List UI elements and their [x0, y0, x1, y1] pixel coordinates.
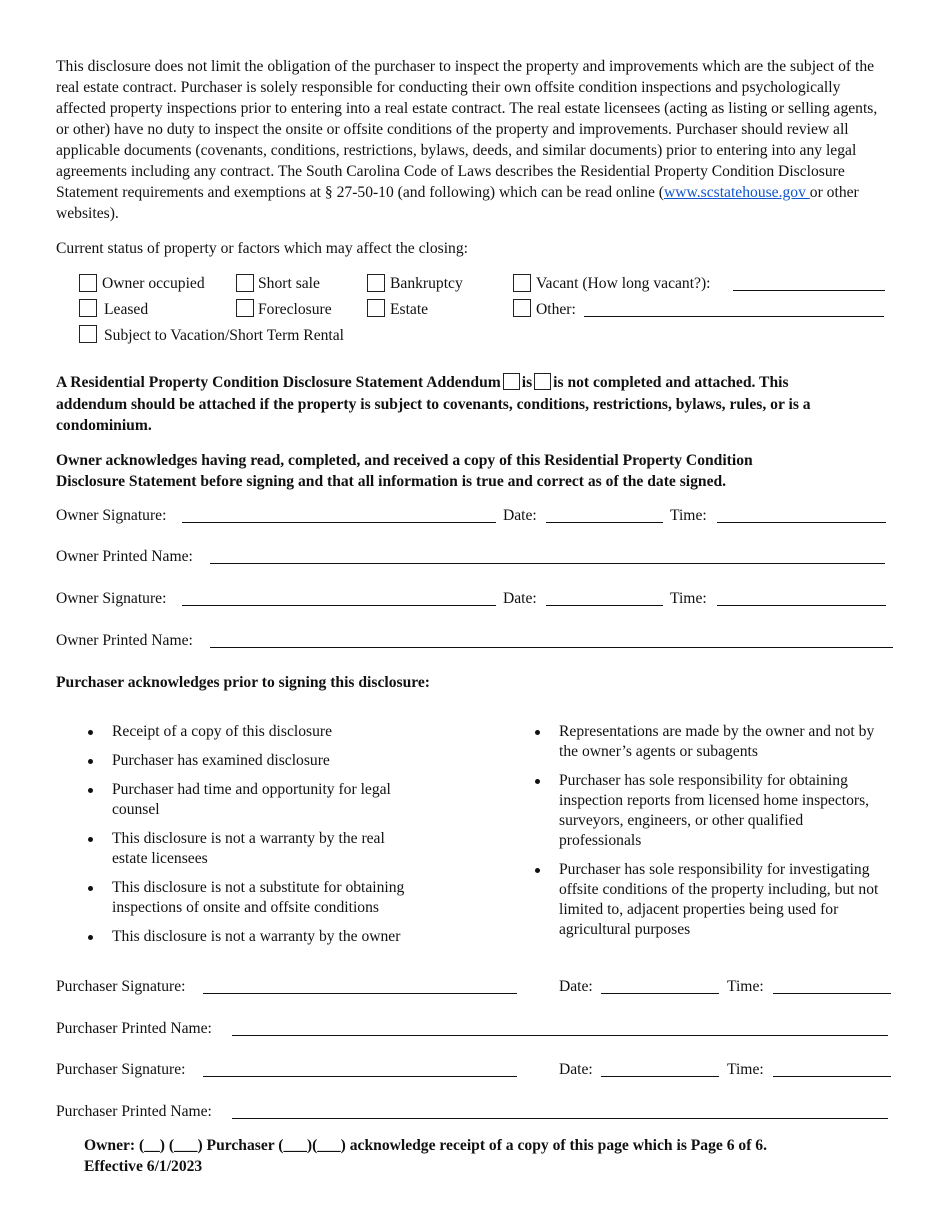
purchaser-signature-label-2: Purchaser Signature:	[56, 1061, 186, 1078]
list-item: This disclosure is not a warranty by the real estate licensees	[56, 829, 422, 869]
short-sale-checkbox[interactable]	[236, 274, 254, 292]
owner-printed-name-field-2[interactable]	[210, 647, 893, 648]
owner-occupied-checkbox[interactable]	[79, 274, 97, 292]
leased-checkbox[interactable]	[79, 299, 97, 317]
purchaser-ack-heading: Purchaser acknowledges prior to signing this disclosure:	[56, 674, 430, 691]
purchaser-time-label-1: Time:	[727, 978, 764, 995]
owner-printed-name-label-1: Owner Printed Name:	[56, 548, 193, 565]
owner-signature-label-2: Owner Signature:	[56, 590, 167, 607]
list-item: Purchaser has examined disclosure	[56, 751, 456, 771]
owner-date-field-1[interactable]	[546, 522, 663, 523]
intro-paragraph	[56, 56, 894, 224]
purchaser-signature-field-1[interactable]	[203, 993, 517, 994]
purchaser-ack-right-list	[503, 722, 903, 949]
estate-label: Estate	[390, 301, 429, 318]
vacant-duration-field[interactable]	[733, 290, 885, 291]
owner-time-field-2[interactable]	[717, 605, 886, 606]
purchaser-date-field-1[interactable]	[601, 993, 719, 994]
purchaser-printed-name-label-2: Purchaser Printed Name:	[56, 1103, 212, 1120]
scstatehouse-link[interactable]: www.scstatehouse.gov	[663, 184, 810, 201]
status-heading: Current status of property or factors which may affect the closing:	[56, 240, 468, 257]
owner-signature-label-1: Owner Signature:	[56, 507, 167, 524]
list-item: Purchaser has sole responsibility for investigating offsite conditions of the property including, but not limited to, adjacent properties being used for agricultural purposes	[503, 860, 897, 940]
purchaser-printed-name-label-1: Purchaser Printed Name:	[56, 1020, 212, 1037]
addendum-prefix: A Residential Property Condition Disclosure Statement Addendum	[56, 374, 501, 391]
purchaser-date-label-2: Date:	[559, 1061, 593, 1078]
purchaser-time-field-2[interactable]	[773, 1076, 891, 1077]
leased-label: Leased	[104, 301, 149, 318]
foreclosure-checkbox[interactable]	[236, 299, 254, 317]
bankruptcy-checkbox[interactable]	[367, 274, 385, 292]
vacant-label: Vacant (How long vacant?):	[536, 275, 711, 292]
purchaser-date-field-2[interactable]	[601, 1076, 719, 1077]
owner-date-label-2: Date:	[503, 590, 537, 607]
owner-printed-name-field-1[interactable]	[210, 563, 885, 564]
owner-printed-name-label-2: Owner Printed Name:	[56, 632, 193, 649]
purchaser-signature-label-1: Purchaser Signature:	[56, 978, 186, 995]
vacation-rental-label: Subject to Vacation/Short Term Rental	[104, 327, 344, 344]
intro-text-end: or other websites).	[56, 184, 859, 222]
purchaser-ack-left-list	[56, 722, 456, 956]
intro-text: This disclosure does not limit the obligation of the purchaser to inspect the property and improvements which are the subject of the real estate contract. Purchaser is solely responsible for conducting their own offsite condition inspections and psychologically affected property inspections prior to entering into a real estate contract. The real estate licensees (acting as listing or selling agents, or other) have no duty to inspect the onsite or offsite conditions of the property and improvements. Purchaser should review all applicable documents (covenants, conditions, restrictions, bylaws, deeds, and similar documents) prior to entering into any legal agreements including any contract. The South Carolina Code of Laws describes the Residential Property Condition Disclosure Statement requirements and exemptions at § 27-50-10 (and following) which can be read online (	[56, 58, 878, 201]
list-item: Purchaser had time and opportunity for legal counsel	[56, 780, 422, 820]
owner-signature-field-2[interactable]	[182, 605, 496, 606]
addendum-is-label: is	[521, 374, 533, 391]
other-checkbox[interactable]	[513, 299, 531, 317]
bankruptcy-label: Bankruptcy	[390, 275, 463, 292]
list-item: This disclosure is not a warranty by the owner	[56, 927, 456, 947]
purchaser-printed-name-field-1[interactable]	[232, 1035, 888, 1036]
other-field[interactable]	[584, 316, 884, 317]
list-item: Purchaser has sole responsibility for obtaining inspection reports from licensed home inspectors, surveyors, engineers, or other qualified professionals	[503, 771, 881, 851]
owner-signature-field-1[interactable]	[182, 522, 496, 523]
owner-time-label-1: Time:	[670, 507, 707, 524]
purchaser-date-label-1: Date:	[559, 978, 593, 995]
purchaser-printed-name-field-2[interactable]	[232, 1118, 888, 1119]
vacation-rental-checkbox[interactable]	[79, 325, 97, 343]
short-sale-label: Short sale	[258, 275, 320, 292]
page-initials-footer: Owner: (__) (___) Purchaser (___)(___) acknowledge receipt of a copy of this page which is Page 6 of 6.	[84, 1137, 768, 1154]
owner-occupied-label: Owner occupied	[102, 275, 205, 292]
addendum-is-not-checkbox[interactable]	[534, 373, 551, 390]
owner-ack-line-1: Owner acknowledges having read, completed, and received a copy of this Residential Property Condition	[56, 452, 753, 469]
list-item: This disclosure is not a substitute for obtaining inspections of onsite and offsite conditions	[56, 878, 442, 918]
effective-date: Effective 6/1/2023	[84, 1158, 203, 1175]
purchaser-time-field-1[interactable]	[773, 993, 891, 994]
owner-date-label-1: Date:	[503, 507, 537, 524]
addendum-is-checkbox[interactable]	[503, 373, 520, 390]
vacant-checkbox[interactable]	[513, 274, 531, 292]
purchaser-time-label-2: Time:	[727, 1061, 764, 1078]
estate-checkbox[interactable]	[367, 299, 385, 317]
other-label: Other:	[536, 301, 576, 318]
owner-time-label-2: Time:	[670, 590, 707, 607]
addendum-line-2: addendum should be attached if the property is subject to covenants, conditions, restrictions, bylaws, rules, or is a	[56, 396, 811, 413]
purchaser-signature-field-2[interactable]	[203, 1076, 517, 1077]
addendum-is-not-label: is not completed and attached. This	[553, 374, 789, 391]
list-item: Receipt of a copy of this disclosure	[56, 722, 456, 742]
owner-ack-line-2: Disclosure Statement before signing and that all information is true and correct as of the date signed.	[56, 473, 727, 490]
addendum-statement	[56, 372, 906, 393]
owner-time-field-1[interactable]	[717, 522, 886, 523]
owner-date-field-2[interactable]	[546, 605, 663, 606]
list-item: Representations are made by the owner and not by the owner’s agents or subagents	[503, 722, 889, 762]
addendum-line-3: condominium.	[56, 417, 152, 434]
foreclosure-label: Foreclosure	[258, 301, 332, 318]
